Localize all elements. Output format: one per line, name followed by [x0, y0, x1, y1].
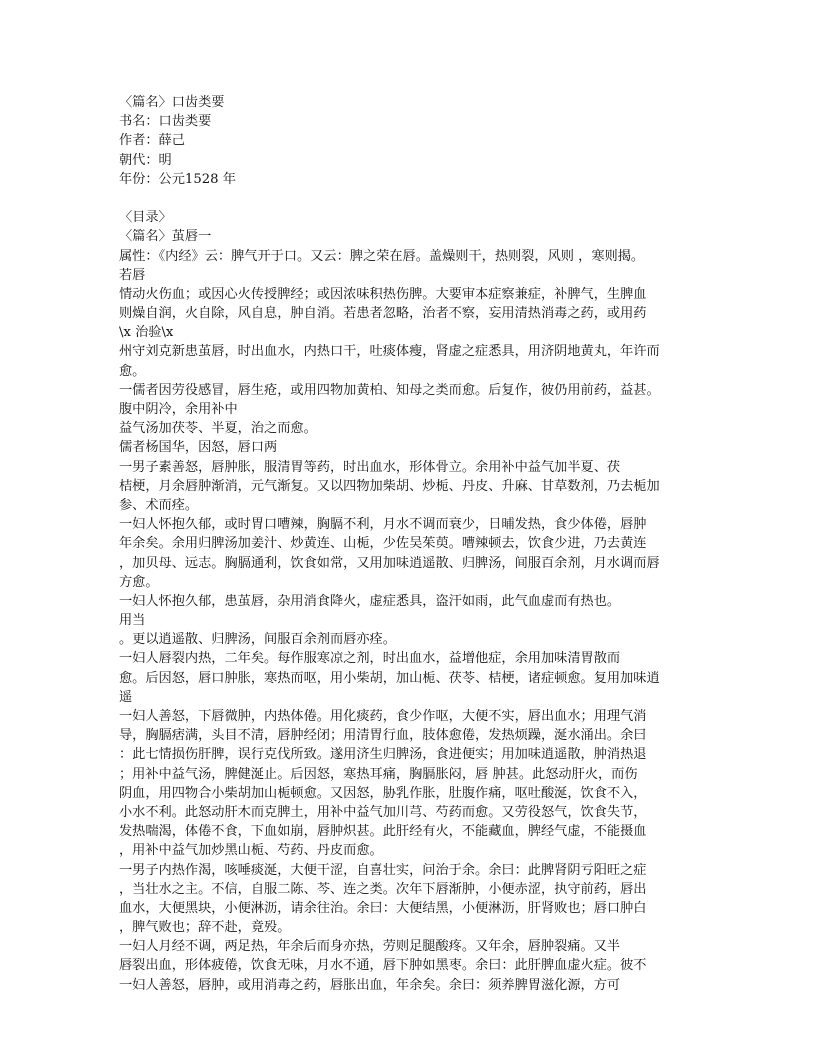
body-line: 若唇: [119, 267, 146, 283]
meta-book-name: 书名：口齿类要: [119, 114, 212, 130]
body-line: 小水不利。此怒动肝木而克脾土，用补中益气加川芎、芍药而愈。又劳役怒气，饮食失节，: [119, 804, 647, 820]
body-line: 愈。: [119, 363, 146, 379]
body-line: 益气汤加茯苓、半夏，治之而愈。: [119, 421, 317, 437]
body-line: 血水，大便黑块，小便淋沥，请余往治。余曰：大便结黑，小便淋沥，肝肾败也；唇口肿白: [119, 900, 647, 916]
toc-heading: 〈目录〉: [119, 210, 172, 226]
body-line: 年余矣。余用归脾汤加姜汁、炒黄连、山栀，少佐吴茱萸。嘈辣顿去，饮食少进，乃去黄连: [119, 536, 647, 552]
body-line: 一妇人善怒，下唇微肿，内热体倦。用化痰药，食少作呕，大便不实，唇出血水；用理气消: [119, 709, 647, 724]
body-line: \x 治验\x: [119, 325, 174, 341]
document-page: [119, 93, 703, 995]
body-line: 一妇人唇裂内热，二年矣。每作服寒凉之剂，时出血水，益增他症，余用加味清胃散而: [119, 651, 621, 667]
body-line: 一妇人怀抱久郁，或时胃口嘈辣，胸膈不利，月水不调而衰少，日晡发热，食少体倦，唇肿: [119, 517, 647, 533]
meta-chapter-title: 〈篇名〉口齿类要: [119, 95, 225, 110]
body-line: 一男子素善怒，唇肿胀，服清胃等药，时出血水，形体骨立。余用补中益气加半夏、茯: [119, 459, 621, 475]
body-line: 一妇人月经不调，两足热，年余后而身亦热，劳则足腿酸疼。又年余，唇肿裂痛。又半: [119, 939, 621, 955]
meta-year: 年份：公元1528 年: [119, 171, 236, 187]
body-line: 。更以逍遥散、归脾汤，间服百余剂而唇亦痊。: [119, 632, 396, 648]
meta-block: [119, 93, 703, 189]
body-line: 发热喘渴，体倦不食，下血如崩，唇肿炽甚。此肝经有火，不能藏血，脾经气虚，不能摄血: [119, 824, 647, 840]
body-line: 儒者杨国华，因怒，唇口两: [119, 440, 278, 456]
body-line: 唇裂出血，形体疲倦，饮食无味，月水不通，唇下肿如黑枣。余曰：此肝脾血虚火症。彼不: [119, 958, 647, 974]
body-line: 用当: [119, 613, 146, 629]
body-text: [119, 247, 703, 995]
body-line: 一男子内热作渴，咳唾痰涎，大便干涩，自喜壮实，问治于余。余曰：此脾肾阴亏阳旺之症: [119, 862, 647, 878]
meta-author: 作者：薛己: [119, 133, 185, 149]
body-line: ，脾气败也；辞不赴，竟殁。: [119, 920, 291, 936]
body-line: 一妇人怀抱久郁，患茧唇，杂用消食降火，虚症悉具，盗汗如雨，此气血虚而有热也。: [119, 593, 621, 609]
body-line: 导，胸膈痞满，头目不清，唇肿经闭；用清胃行血，肢体愈倦，发热烦躁，涎水涌出。余曰: [119, 728, 647, 744]
body-line: ，加贝母、远志。胸膈通利，饮食如常，又用加味逍遥散、归脾汤，间服百余剂，月水调而唇: [119, 555, 660, 571]
body-line: ，用补中益气加炒黑山栀、芍药、丹皮而愈。: [119, 843, 383, 859]
body-line: 阴血，用四物合小柴胡加山栀顿愈。又因怒，胁乳作胀，肚腹作痛，呕吐酸涎，饮食不入，: [119, 785, 647, 801]
body-line: ：此七情损伤肝脾，误行克伐所致。遂用济生归脾汤，食进便实；用加味逍遥散，肿消热退: [119, 747, 647, 763]
body-line: 方愈。: [119, 574, 159, 590]
body-line: 愈。后因怒，唇口肿胀，寒热而呕，用小柴胡，加山栀、茯苓、桔梗，诸症顿愈。复用加味逍: [119, 670, 660, 686]
toc-chapter-title: 〈篇名〉茧唇一: [119, 229, 212, 245]
meta-dynasty: 朝代：明: [119, 152, 172, 168]
body-line: 腹中阴冷，余用补中: [119, 402, 238, 417]
body-line: 情动火伤血；或因心火传授脾经；或因浓味积热伤脾。大要审本症察兼症，补脾气，生脾血: [119, 286, 647, 302]
section-gap: [119, 189, 703, 208]
body-line: ；用补中益气汤，脾健涎止。后因怒，寒热耳痛，胸膈胀闷，唇 肿甚。此怒动肝火，而伤: [119, 766, 638, 782]
body-line: 桔梗，月余唇肿渐消，元气渐复。又以四物加柴胡、炒栀、丹皮、升麻、甘草数剂，乃去栀加: [119, 478, 660, 494]
toc-block: [119, 208, 703, 246]
body-line: 一妇人善怒，唇肿，或用消毒之药，唇胀出血，年余矣。余曰：须养脾胃滋化源，方可: [119, 977, 621, 993]
body-line: 属性：《内经》云：脾气开于口。又云：脾之荣在唇。盖燥则干，热则裂，风则 ，寒则揭。: [119, 248, 645, 264]
body-line: 遥: [119, 689, 133, 705]
body-line: 参、术而痊。: [119, 497, 199, 513]
body-line: 则燥自润，火自除，风自息，肿自消。若患者忽略，治者不察，妄用清热消毒之药，或用药: [119, 306, 647, 322]
body-line: 州守刘克新患茧唇，时出血水，内热口干，吐痰体瘦，肾虚之症悉具，用济阴地黄丸，年许而: [119, 344, 660, 360]
body-line: 一儒者因劳役感冒，唇生疮，或用四物加黄柏、知母之类而愈。后复作，彼仍用前药，益甚。: [119, 382, 660, 398]
body-line: ，当壮水之主。不信，自服二陈、芩、连之类。次年下唇渐肿，小便赤涩，执守前药，唇出: [119, 881, 647, 897]
